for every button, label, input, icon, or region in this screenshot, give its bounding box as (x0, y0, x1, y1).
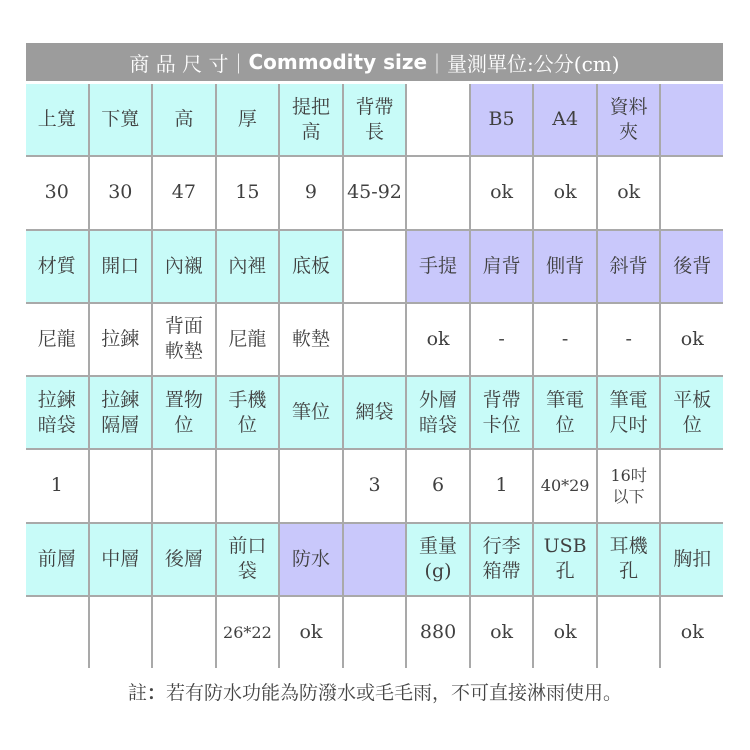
table-value-cell: 47 (153, 157, 215, 228)
table-header-cell: 底板 (280, 231, 342, 302)
footnote (0, 678, 750, 705)
title-separator: ｜ (228, 51, 249, 76)
table-header-cell: 厚 (217, 84, 279, 155)
table-header-cell: 平板 位 (661, 377, 723, 448)
table-value-cell (90, 450, 152, 521)
table-value-cell: 3 (344, 450, 406, 521)
table-header-cell: 重量 (g) (407, 524, 469, 595)
table-value-cell (661, 450, 723, 521)
table-header-cell: 置物 位 (153, 377, 215, 448)
table-value-cell: ok (280, 597, 342, 668)
table-header-cell: 拉鍊 暗袋 (26, 377, 88, 448)
table-value-cell: 拉鍊 (90, 304, 152, 375)
table-value-cell (153, 597, 215, 668)
footnote-prefix: 註 (127, 682, 147, 704)
table-value-cell: 15 (217, 157, 279, 228)
table-header-cell: 內襯 (153, 231, 215, 302)
table-value-cell: ok (534, 597, 596, 668)
table-value-cell (280, 450, 342, 521)
table-value-cell: 9 (280, 157, 342, 228)
size-spec-table (26, 84, 723, 668)
table-header-cell (344, 524, 406, 595)
table-value-cell: ok (598, 157, 660, 228)
table-value-cell: - (598, 304, 660, 375)
table-value-cell: ok (661, 597, 723, 668)
table-value-cell: 30 (90, 157, 152, 228)
table-value-cell: ok (407, 304, 469, 375)
table-value-cell (344, 304, 406, 375)
title-en: Commodity size (248, 50, 428, 74)
table-value-cell (598, 597, 660, 668)
table-value-cell: 880 (407, 597, 469, 668)
table-value-cell (26, 597, 88, 668)
table-header-cell: 肩背 (471, 231, 533, 302)
table-value-cell: 40*29 (534, 450, 596, 521)
table-value-cell: 26*22 (217, 597, 279, 668)
table-header-cell: 筆電 位 (534, 377, 596, 448)
table-value-cell (153, 450, 215, 521)
table-value-cell: - (471, 304, 533, 375)
table-value-cell (407, 84, 469, 155)
table-value-cell: ok (471, 157, 533, 228)
table-header-cell: B5 (471, 84, 533, 155)
table-value-cell (661, 157, 723, 228)
table-header-cell: 防水 (280, 524, 342, 595)
table-value-cell: 尼龍 (26, 304, 88, 375)
table-header-cell: 內裡 (217, 231, 279, 302)
table-header-cell: 手提 (407, 231, 469, 302)
table-header-cell: 胸扣 (661, 524, 723, 595)
table-value-cell (407, 157, 469, 228)
table-header-cell: 上寬 (26, 84, 88, 155)
table-header-cell: 開口 (90, 231, 152, 302)
table-header-cell: A4 (534, 84, 596, 155)
table-header-cell: 高 (153, 84, 215, 155)
table-value-cell: 1 (471, 450, 533, 521)
table-value-cell: 30 (26, 157, 88, 228)
title-bar (26, 43, 723, 81)
table-header-cell (661, 84, 723, 155)
table-value-cell: 6 (407, 450, 469, 521)
title-zh: 商 品 尺 寸 (129, 51, 229, 76)
table-header-cell: 下寬 (90, 84, 152, 155)
table-header-cell: 手機 位 (217, 377, 279, 448)
title-unit: 量測單位:公分(cm) (447, 51, 620, 76)
table-header-cell: 外層 暗袋 (407, 377, 469, 448)
table-value-cell (217, 450, 279, 521)
table-value-cell (90, 597, 152, 668)
table-header-cell: 拉鍊 隔層 (90, 377, 152, 448)
table-header-cell: 提把 高 (280, 84, 342, 155)
table-header-cell: 網袋 (344, 377, 406, 448)
table-value-cell: 16吋 以下 (598, 450, 660, 521)
table-value-cell: ok (471, 597, 533, 668)
footnote-text: 若有防水功能為防潑水或毛毛雨，不可直接淋雨使用。 (166, 682, 623, 704)
table-header-cell: 材質 (26, 231, 88, 302)
table-header-cell: 前口 袋 (217, 524, 279, 595)
table-header-cell: 耳機 孔 (598, 524, 660, 595)
table-value-cell (344, 231, 406, 302)
table-header-cell: 資料 夾 (598, 84, 660, 155)
table-value-cell: ok (534, 157, 596, 228)
table-header-cell: 後層 (153, 524, 215, 595)
table-header-cell: 背帶 卡位 (471, 377, 533, 448)
table-value-cell: 1 (26, 450, 88, 521)
table-value-cell (344, 597, 406, 668)
table-header-cell: 筆位 (280, 377, 342, 448)
table-header-cell: 筆電 尺吋 (598, 377, 660, 448)
table-value-cell: 背面 軟墊 (153, 304, 215, 375)
table-value-cell: ok (661, 304, 723, 375)
table-header-cell: 後背 (661, 231, 723, 302)
table-header-cell: 側背 (534, 231, 596, 302)
table-header-cell: 行李 箱帶 (471, 524, 533, 595)
table-value-cell: 軟墊 (280, 304, 342, 375)
table-header-cell: 背帶 長 (344, 84, 406, 155)
title-separator: ｜ (427, 51, 448, 76)
table-value-cell: 尼龍 (217, 304, 279, 375)
table-header-cell: 斜背 (598, 231, 660, 302)
footnote-colon: ： (146, 682, 166, 704)
table-header-cell: USB 孔 (534, 524, 596, 595)
table-value-cell: - (534, 304, 596, 375)
table-header-cell: 前層 (26, 524, 88, 595)
table-value-cell: 45-92 (344, 157, 406, 228)
table-header-cell: 中層 (90, 524, 152, 595)
